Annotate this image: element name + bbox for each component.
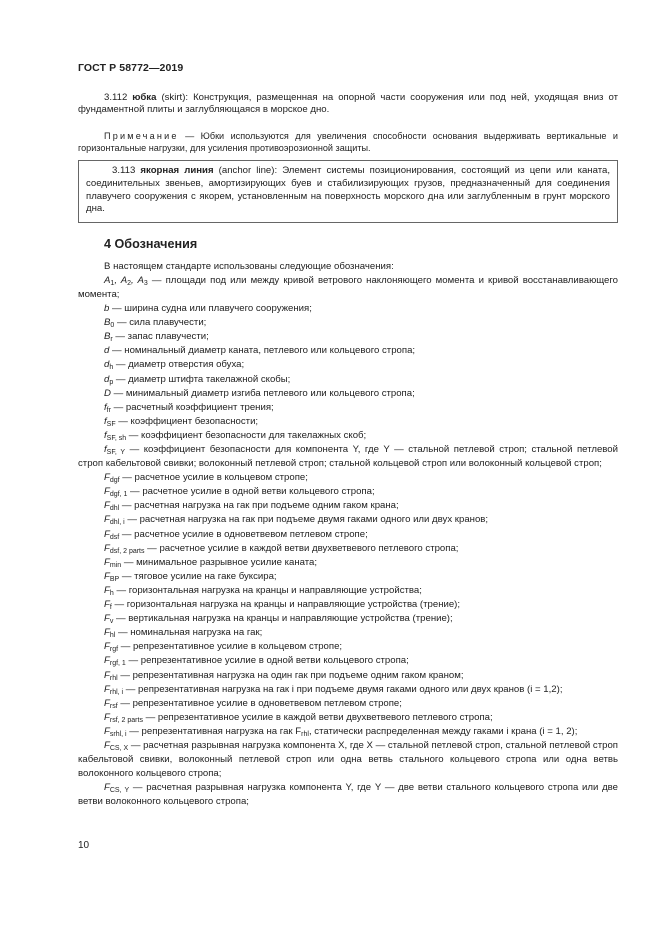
symbol-base: d (104, 345, 110, 357)
note (78, 131, 618, 155)
symbol-base: B (104, 331, 111, 343)
symbol-extra: , A (131, 274, 144, 286)
symbol-entry (78, 697, 618, 711)
symbol-subscript: 1 (110, 279, 115, 287)
symbol-entry (78, 542, 618, 556)
symbol-entry (78, 584, 618, 598)
symbol-entry (78, 669, 618, 683)
symbol-entry (78, 358, 618, 372)
symbol-description: — сила плавучести; (114, 317, 207, 329)
symbol-entry (78, 344, 618, 358)
symbol-subscript: v (109, 618, 114, 626)
symbol-base: f (104, 429, 107, 441)
symbol-base: d (104, 359, 110, 371)
symbol-entry (78, 598, 618, 612)
symbol-description: — минимальный диаметр изгиба петлевого или кольцевого стропа; (110, 387, 415, 399)
symbol-entry (78, 556, 618, 570)
symbol-description: — расчетная разрывная нагрузка компонента Y, где Y — две ветви стального кольцевого стропа или две ветви волоконного кольцевого стропа; (78, 782, 619, 808)
symbol-subscript: CS, X (109, 744, 129, 752)
definition-term: юбка (132, 92, 157, 103)
symbol-entry (78, 711, 618, 725)
section-title: 4 Обозначения (104, 236, 198, 251)
page-number: 10 (78, 840, 90, 851)
symbol-base: F (104, 542, 110, 554)
symbol-subscript: dsf (109, 533, 120, 541)
symbol-description: — запас плавучести; (112, 331, 209, 343)
symbol-base: F (104, 570, 110, 582)
symbol-subscript: 3 (143, 279, 148, 287)
symbol-base: F (104, 782, 110, 794)
symbol-description: — расчетный коэффициент трения; (110, 401, 274, 413)
symbol-subscript: p (109, 378, 114, 386)
symbol-subscript: dhl, i (109, 519, 125, 527)
symbol-description: — коэффициент безопасности; (115, 415, 259, 427)
symbol-subscript: SF, sh (106, 434, 127, 442)
symbol-description: — вертикальная нагрузка на кранцы и направляющие устройства (трение); (113, 613, 453, 625)
symbol-subscript: dgf (109, 477, 120, 485)
symbol-entry (78, 781, 618, 809)
symbol-description: — площади под или между кривой ветрового наклоняющего момента и кривой восстанавливающего момента; (78, 274, 619, 300)
symbol-description: — расчетная разрывная нагрузка компонента X, где X — стальной петлевой строп, стальной петлевой строп кабельтовой свивки, волоконный петлевой строп или одна ветвь стального кольцевого стропа или одна ветвь волоконного кольцевого стропа; (78, 739, 618, 780)
symbol-description: — расчетное усилие в каждой ветви двухветвевого петлевого стропа; (144, 542, 459, 554)
symbol-entry (78, 485, 618, 499)
symbol-description: — репрезентативная нагрузка на один гак при подъеме одним гаком краном; (117, 669, 464, 681)
symbol-entry (78, 683, 618, 697)
symbol-base: F (104, 725, 110, 737)
symbol-base: F (104, 528, 110, 540)
symbol-entry (78, 316, 618, 330)
symbol-base: f (104, 401, 107, 413)
symbol-subscript: dsf, 2 parts (109, 547, 145, 555)
symbol-description: — горизонтальная нагрузка на кранцы и направляющие устройства; (113, 584, 422, 596)
symbol-base: f (104, 444, 107, 455)
symbol-base: f (104, 415, 107, 427)
symbol-subscript: BP (109, 575, 120, 583)
symbol-entry (78, 612, 618, 626)
symbol-entry (78, 415, 618, 429)
symbol-base: F (104, 514, 110, 526)
definition-3-113-box (78, 160, 618, 222)
symbol-subscript: 2 (127, 279, 132, 287)
symbol-base: F (104, 683, 110, 695)
symbol-description: , статически распределенная между гаками i крана (i = 1, 2); (308, 725, 578, 737)
symbol-description: — репрезентативная нагрузка на гак F (126, 725, 302, 737)
symbol-description: — тяговое усилие на гаке буксира; (119, 570, 277, 582)
symbol-subscript: hl (109, 632, 116, 640)
symbol-subscript: f (109, 604, 112, 612)
symbol-base: F (104, 556, 110, 568)
symbol-subscript: SF (106, 420, 116, 428)
symbol-base: F (104, 739, 110, 751)
symbol-entry (78, 471, 618, 485)
symbol-base: F (104, 584, 110, 596)
symbol-description: — номинальный диаметр каната, петлевого или кольцевого стропа; (109, 345, 416, 357)
symbol-description: — расчетное усилие в одной ветви кольцевого стропа; (127, 486, 375, 498)
definition-text: Элемент системы позиционирования, состоящий из цепи или каната, соединительных звеньев, амортизирующих буев и стабилизирующих грузов, предназначенный для соединения плавучего сооружения с якорем, установленным на поверхность морского дна или заглубленным в грунт морского дна. (86, 165, 611, 215)
symbol-base: D (104, 387, 111, 399)
symbol-subscript: r (110, 336, 113, 344)
definition-number: 3.113 (112, 165, 136, 177)
symbol-subscript: rsf (109, 702, 118, 710)
symbols-list (78, 274, 618, 810)
symbol-entry (78, 499, 618, 513)
symbol-entry (78, 626, 618, 640)
symbol-subscript: SF, Y (106, 449, 126, 456)
symbol-base: F (104, 655, 110, 667)
symbol-subscript: h (109, 589, 114, 597)
symbol-description: — диаметр отверстия обуха; (113, 359, 245, 371)
symbol-description: — репрезентативное усилие в одноветвевом петлевом стропе; (117, 697, 402, 709)
symbol-description: — диаметр штифта такелажной скобы; (113, 373, 291, 385)
symbol-entry (78, 640, 618, 654)
symbol-base: b (104, 303, 110, 315)
symbol-description: — расчетное усилие в кольцевом стропе; (119, 472, 308, 484)
symbol-subscript: CS, Y (109, 787, 130, 795)
symbol-subscript: fr (106, 406, 111, 414)
symbol-base: d (104, 373, 110, 385)
symbol-entry (78, 570, 618, 584)
symbol-subscript: 0 (110, 322, 115, 330)
note-text: — Юбки используются для увеличения способности основания выдерживать вертикальные и горизонтальные нагрузки, для усиления противоэрозионной защиты. (78, 130, 618, 153)
symbol-entry (78, 330, 618, 344)
symbol-entry (78, 443, 618, 471)
symbol-description: — коэффициент безопасности для компонента Y, где Y — стальной петлевой строп; стальной петлевой строп кабельтовой свивки; волоконный петлевой строп; стальной кольцевой строп или волоконный кольцевой строп; (78, 444, 618, 470)
definition-term: якорная линия (140, 165, 214, 177)
symbol-entry (78, 654, 618, 668)
symbol-description: — ширина судна или плавучего сооружения; (109, 303, 312, 315)
symbol-base: F (104, 641, 110, 653)
symbol-entry (78, 387, 618, 401)
section-intro: В настоящем стандарте использованы следующие обозначения: (104, 260, 394, 272)
symbol-description: — репрезентативная нагрузка на гак i при подъеме двумя гаками одного или двух кранов (i = 1,2); (123, 683, 563, 695)
symbol-base: F (104, 472, 110, 484)
symbol-entry (78, 739, 618, 781)
symbol-subscript: min (109, 561, 122, 569)
symbol-base: F (104, 500, 110, 512)
symbol-description: — репрезентативное усилие в каждой ветви двухветвевого петлевого стропа; (142, 711, 493, 723)
document-body (78, 92, 618, 809)
symbol-base: F (104, 669, 110, 681)
symbol-entry (78, 373, 618, 387)
symbol-description: — горизонтальная нагрузка на кранцы и направляющие устройства (трение); (111, 599, 461, 611)
definition-3-113 (86, 165, 610, 215)
symbol-description: — минимальное разрывное усилие каната; (121, 556, 318, 568)
definition-number: 3.112 (104, 92, 128, 103)
symbol-subscript: srhl, i (109, 730, 127, 738)
symbol-base: F (104, 486, 110, 498)
symbol-subscript: dhl (109, 505, 120, 513)
symbol-entry (78, 302, 618, 316)
symbol-base: F (104, 613, 110, 625)
symbol-description: — расчетное усилие в одноветвевом петлевом стропе; (119, 528, 368, 540)
symbol-base: F (104, 697, 110, 709)
symbol-description: — расчетная нагрузка на гак при подъеме двумя гаками одного или двух кранов; (124, 514, 489, 526)
symbol-entry (78, 725, 618, 739)
symbol-description: — коэффициент безопасности для такелажных скоб; (126, 429, 367, 441)
symbol-entry (78, 429, 618, 443)
symbol-subscript: rhl, i (109, 688, 124, 696)
definition-english: (anchor line): (218, 165, 278, 177)
symbol-subscript: rsf, 2 parts (109, 716, 143, 724)
definition-3-112 (78, 92, 618, 117)
symbol-subscript: rgf (109, 646, 119, 654)
page-header: ГОСТ Р 58772—2019 (78, 62, 184, 74)
symbol-description: — репрезентативное усилие в кольцевом стропе; (118, 641, 343, 653)
symbol-base: F (104, 599, 110, 611)
symbol-subscript: rgf, 1 (109, 660, 126, 668)
definition-text: Конструкция, размещенная на опорной части сооружения или под ней, уходящая вниз от фундаментной плиты и заглубляющаяся в морское дно. (78, 92, 618, 116)
symbol-base: B (104, 317, 111, 329)
symbol-entry (78, 513, 618, 527)
symbol-subscript: rhl (109, 674, 118, 682)
symbol-entry (78, 274, 618, 302)
symbol-entry (78, 401, 618, 415)
symbol-subscript: h (109, 364, 114, 372)
definition-english: (skirt): (161, 92, 189, 103)
symbol-base: F (104, 627, 110, 639)
symbol-description: — репрезентативное усилие в одной ветви кольцевого стропа; (125, 655, 409, 667)
symbol-base: A (104, 274, 111, 286)
symbol-subscript: dgf, 1 (109, 491, 128, 499)
symbol-description: — расчетная нагрузка на гак при подъеме одним гаком крана; (119, 500, 399, 512)
symbol-description: — номинальная нагрузка на гак; (115, 627, 263, 639)
symbol-extra: , A (114, 274, 128, 286)
symbol-base: F (104, 711, 110, 723)
note-label: Примечание (104, 130, 179, 141)
symbol-entry (78, 528, 618, 542)
symbol-subscript: rhl (301, 730, 309, 738)
